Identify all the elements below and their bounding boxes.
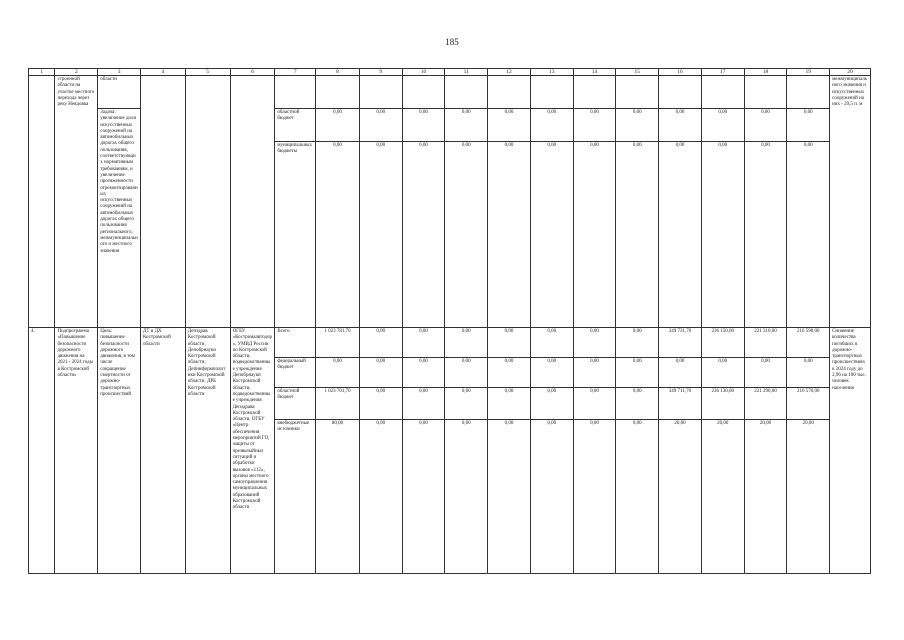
header-cell: 19 <box>787 69 830 76</box>
source-cell: федеральный бюджет <box>275 358 316 388</box>
source-cell: внебюджетные источники <box>275 420 316 574</box>
header-cell: 12 <box>488 69 531 76</box>
value-cell: 0,00 <box>787 358 830 388</box>
value-cell: 0,00 <box>530 142 573 328</box>
value-cell: 0,00 <box>573 328 616 358</box>
value-cell: 0,00 <box>402 358 445 388</box>
item4-col6: ОГБУ «Костромаавтодор», УМВД России по Костромской области, подведомственные учреждения Депобрнауки Костромской области, подведомственные учреждения Депздрава Костромской области, ОГБУ «Центр обеспечения мероприятий ГО, защиты от чрезвычайных ситуаций и обработки вызовов «112», органы местного самоуправления муниципальных образований Костромской области <box>230 328 275 574</box>
value-cell: 0,00 <box>488 328 531 358</box>
cont-col1 <box>29 76 55 328</box>
value-cell: 0,00 <box>359 142 402 328</box>
value-cell: 0,00 <box>488 420 531 574</box>
value-cell: 0,00 <box>616 358 659 388</box>
value-cell: 236 150,00 <box>701 328 744 358</box>
value-cell: 349 711,70 <box>659 388 702 420</box>
source-cell: областной бюджет <box>275 388 316 420</box>
value-cell: 0,00 <box>359 328 402 358</box>
value-cell: 0,00 <box>530 328 573 358</box>
header-cell: 3 <box>98 69 141 76</box>
header-cell: 20 <box>830 69 871 76</box>
value-cell: 0,00 <box>744 109 787 142</box>
value-cell: 0,00 <box>488 388 531 420</box>
value-cell: 0,00 <box>787 142 830 328</box>
value-cell: 0,00 <box>616 388 659 420</box>
cont-col3-top: области <box>98 76 141 109</box>
item4-col2: Подпрограмма «Повышение безопасности дорожного движения на 2021 - 2024 годы в Костромской области» <box>55 328 98 574</box>
value-cell: 0,00 <box>573 388 616 420</box>
header-cell: 2 <box>55 69 98 76</box>
value-cell: 216 590,00 <box>787 328 830 358</box>
cont-col5 <box>185 76 230 328</box>
value-cell: 0,00 <box>359 109 402 142</box>
header-cell: 1 <box>29 69 55 76</box>
value-cell: 0,00 <box>744 358 787 388</box>
value-cell: 0,00 <box>402 109 445 142</box>
value-cell: 0,00 <box>659 109 702 142</box>
value-cell: 349 731,70 <box>659 328 702 358</box>
value-cell: 20,00 <box>787 420 830 574</box>
value-cell: 0,00 <box>787 109 830 142</box>
cont-col4 <box>140 76 185 328</box>
value-cell: 0,00 <box>530 109 573 142</box>
value-cell: 80,00 <box>316 420 360 574</box>
item4-col5: Депздрав Костромской области, Депобрнауки Костромской области, Депинформполитики Костромской области, ДРБ Костромской области <box>185 328 230 574</box>
value-cell: 20,00 <box>744 420 787 574</box>
header-cell: 8 <box>316 69 360 76</box>
item4-col20: Снижение количества погибших в дорожно-транспортных происшествиях к 2024 году до 2,96 на 100 тыс. человек населения <box>830 328 871 574</box>
value-cell: 0,00 <box>316 109 360 142</box>
header-cell: 18 <box>744 69 787 76</box>
source-cell: областной бюджет <box>275 109 316 142</box>
source-cell: муниципальных бюджеты <box>275 142 316 328</box>
value-cell: 0,00 <box>402 328 445 358</box>
value-cell: 0,00 <box>701 142 744 328</box>
header-cell: 11 <box>445 69 488 76</box>
header-cell: 13 <box>530 69 573 76</box>
value-cell: 0,00 <box>488 142 531 328</box>
value-cell: 0,00 <box>359 388 402 420</box>
header-cell: 6 <box>230 69 275 76</box>
header-cell: 17 <box>701 69 744 76</box>
value-cell: 0,00 <box>616 109 659 142</box>
value-cell: 20,00 <box>659 420 702 574</box>
value-cell: 0,00 <box>402 388 445 420</box>
value-cell: 0,00 <box>573 358 616 388</box>
value-cell: 20,00 <box>701 420 744 574</box>
value-cell: 236 130,00 <box>701 388 744 420</box>
value-cell: 0,00 <box>402 420 445 574</box>
value-cell: 0,00 <box>701 358 744 388</box>
header-cell: 4 <box>140 69 185 76</box>
value-cell: 0,00 <box>488 109 531 142</box>
value-cell: 0,00 <box>316 358 360 388</box>
item4-num: 4. <box>29 328 55 574</box>
header-cell: 7 <box>275 69 316 76</box>
value-cell: 0,00 <box>316 142 360 328</box>
value-cell: 221 290,00 <box>744 388 787 420</box>
header-cell: 16 <box>659 69 702 76</box>
value-cell: 0,00 <box>744 142 787 328</box>
page-number: 185 <box>445 37 459 47</box>
value-cell: 0,00 <box>573 142 616 328</box>
value-cell: 1 023 781,70 <box>316 328 360 358</box>
value-cell: 0,00 <box>445 388 488 420</box>
cont-task: Задача: увеличение доли искусственных сооружений на автомобильных дорогах общего пользования, соответствующих нормативным требованиям, и увеличение протяженности отремонтированных искусственных сооружений на автомобильных дорогах общего пользования регионального, межмуниципального и местного значения <box>98 109 141 328</box>
value-cell: 0,00 <box>488 358 531 388</box>
value-cell: 0,00 <box>530 388 573 420</box>
header-cell: 14 <box>573 69 616 76</box>
value-cell: 0,00 <box>573 420 616 574</box>
value-cell: 0,00 <box>616 420 659 574</box>
value-cell: 0,00 <box>359 420 402 574</box>
program-table <box>28 68 871 574</box>
value-cell: 0,00 <box>573 109 616 142</box>
value-cell: 0,00 <box>445 142 488 328</box>
value-cell: 216 570,00 <box>787 388 830 420</box>
value-cell: 0,00 <box>701 109 744 142</box>
header-cell: 5 <box>185 69 230 76</box>
header-row <box>29 69 871 76</box>
item4-col3: Цель: повышение безопасности дорожного движения, в том числе сокращение смертности от дорожно-транспортных происшествий <box>98 328 141 574</box>
cont-col20: межмуниципального значения и искусственных сооружений на них - 29,5 п. м <box>830 76 871 328</box>
header-cell: 10 <box>402 69 445 76</box>
value-cell: 0,00 <box>659 142 702 328</box>
header-cell: 15 <box>616 69 659 76</box>
value-cell: 0,00 <box>659 358 702 388</box>
value-cell: 0,00 <box>445 109 488 142</box>
value-cell: 221 310,00 <box>744 328 787 358</box>
value-cell: 0,00 <box>359 358 402 388</box>
value-cell: 1 023 701,70 <box>316 388 360 420</box>
source-cell: Всего <box>275 328 316 358</box>
value-cell: 0,00 <box>530 358 573 388</box>
value-cell: 0,00 <box>530 420 573 574</box>
value-cell: 0,00 <box>402 142 445 328</box>
cont-col2: строенной области на участке местного перехода через реку Неядовка <box>55 76 98 328</box>
value-cell: 0,00 <box>616 142 659 328</box>
cont-col6 <box>230 76 275 328</box>
value-cell: 0,00 <box>445 420 488 574</box>
value-cell: 0,00 <box>445 328 488 358</box>
item4-row-total <box>29 328 871 358</box>
value-cell: 0,00 <box>445 358 488 388</box>
header-cell: 9 <box>359 69 402 76</box>
item4-col4: ДТ и ДХ Костромской области <box>140 328 185 574</box>
value-cell: 0,00 <box>616 328 659 358</box>
cont-row-top <box>29 76 871 109</box>
